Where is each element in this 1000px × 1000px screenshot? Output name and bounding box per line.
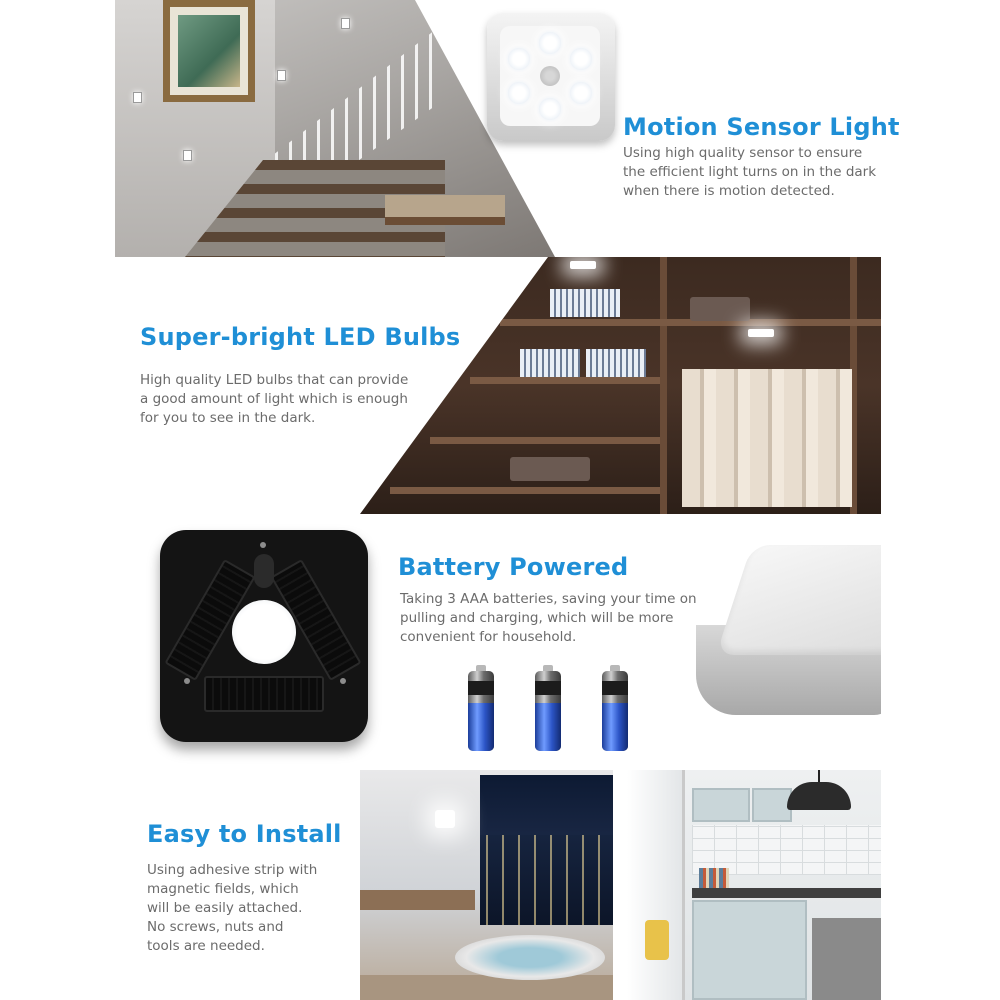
led-bulb-icon	[539, 32, 561, 54]
bath-counter	[360, 890, 475, 910]
magnet-disc	[232, 600, 296, 664]
light-front-angled	[696, 545, 881, 715]
aaa-battery-icon	[468, 665, 494, 751]
wardrobe-photo	[360, 257, 881, 514]
kitchen-counter	[692, 888, 881, 898]
battery-title: Battery Powered	[398, 553, 629, 581]
folded-shirts	[586, 349, 646, 377]
wardrobe-light-icon	[570, 261, 596, 269]
bathtub	[455, 935, 605, 980]
storage-bin	[690, 297, 750, 321]
hanging-clothes	[682, 357, 852, 507]
wall-light-icon	[183, 150, 192, 161]
kitchen-island	[812, 918, 881, 1000]
bath-floor	[360, 975, 613, 1000]
wardrobe-light-icon	[748, 329, 774, 337]
aaa-battery-icon	[535, 665, 561, 751]
storage-bin	[510, 457, 590, 481]
kitchen-window	[627, 770, 685, 1000]
motion-sensor-title: Motion Sensor Light	[623, 113, 900, 141]
kitchen-photo	[627, 770, 881, 1000]
led-bulb-icon	[508, 82, 530, 104]
led-bulbs-description: High quality LED bulbs that can provide a good amount of light which is enough for you to see in the dark.	[140, 372, 409, 426]
wall-light-icon	[133, 92, 142, 103]
install-title: Easy to Install	[147, 820, 342, 848]
battery-compartment-back	[160, 530, 368, 742]
kitchen-cabinet	[692, 788, 750, 822]
motion-sensor-icon	[540, 66, 560, 86]
motion-sensor-light-product	[487, 13, 615, 141]
wall-light-icon	[341, 18, 350, 29]
install-description: Using adhesive strip with magnetic fields, which will be easily attached. No screws, nuts and tools are needed.	[147, 862, 318, 954]
cushion	[645, 920, 669, 960]
city-window	[480, 775, 613, 925]
led-bulbs-title: Super-bright LED Bulbs	[140, 323, 461, 351]
battery-description: Taking 3 AAA batteries, saving your time on pulling and charging, which will be more convenient for household.	[400, 591, 697, 645]
led-bulb-icon	[508, 48, 530, 70]
mounting-hole	[254, 554, 274, 588]
stair-bench	[385, 195, 505, 225]
bathroom-light-icon	[435, 810, 455, 828]
wall-picture-frame	[163, 0, 255, 102]
led-bulb-icon	[570, 82, 592, 104]
kitchen-books	[699, 868, 729, 888]
battery-slot	[204, 676, 324, 712]
wall-light-icon	[277, 70, 286, 81]
led-bulb-icon	[539, 98, 561, 120]
kitchen-lower-cabinet	[692, 900, 807, 1000]
led-bulb-icon	[570, 48, 592, 70]
bathroom-photo	[360, 770, 613, 1000]
kitchen-cabinet	[752, 788, 792, 822]
aaa-battery-icon	[602, 665, 628, 751]
folded-shirts	[520, 349, 580, 377]
folded-shirts	[550, 289, 620, 317]
motion-sensor-description: Using high quality sensor to ensure the efficient light turns on in the dark when there is motion detected.	[623, 145, 877, 199]
pendant-lamp-icon	[787, 770, 851, 810]
